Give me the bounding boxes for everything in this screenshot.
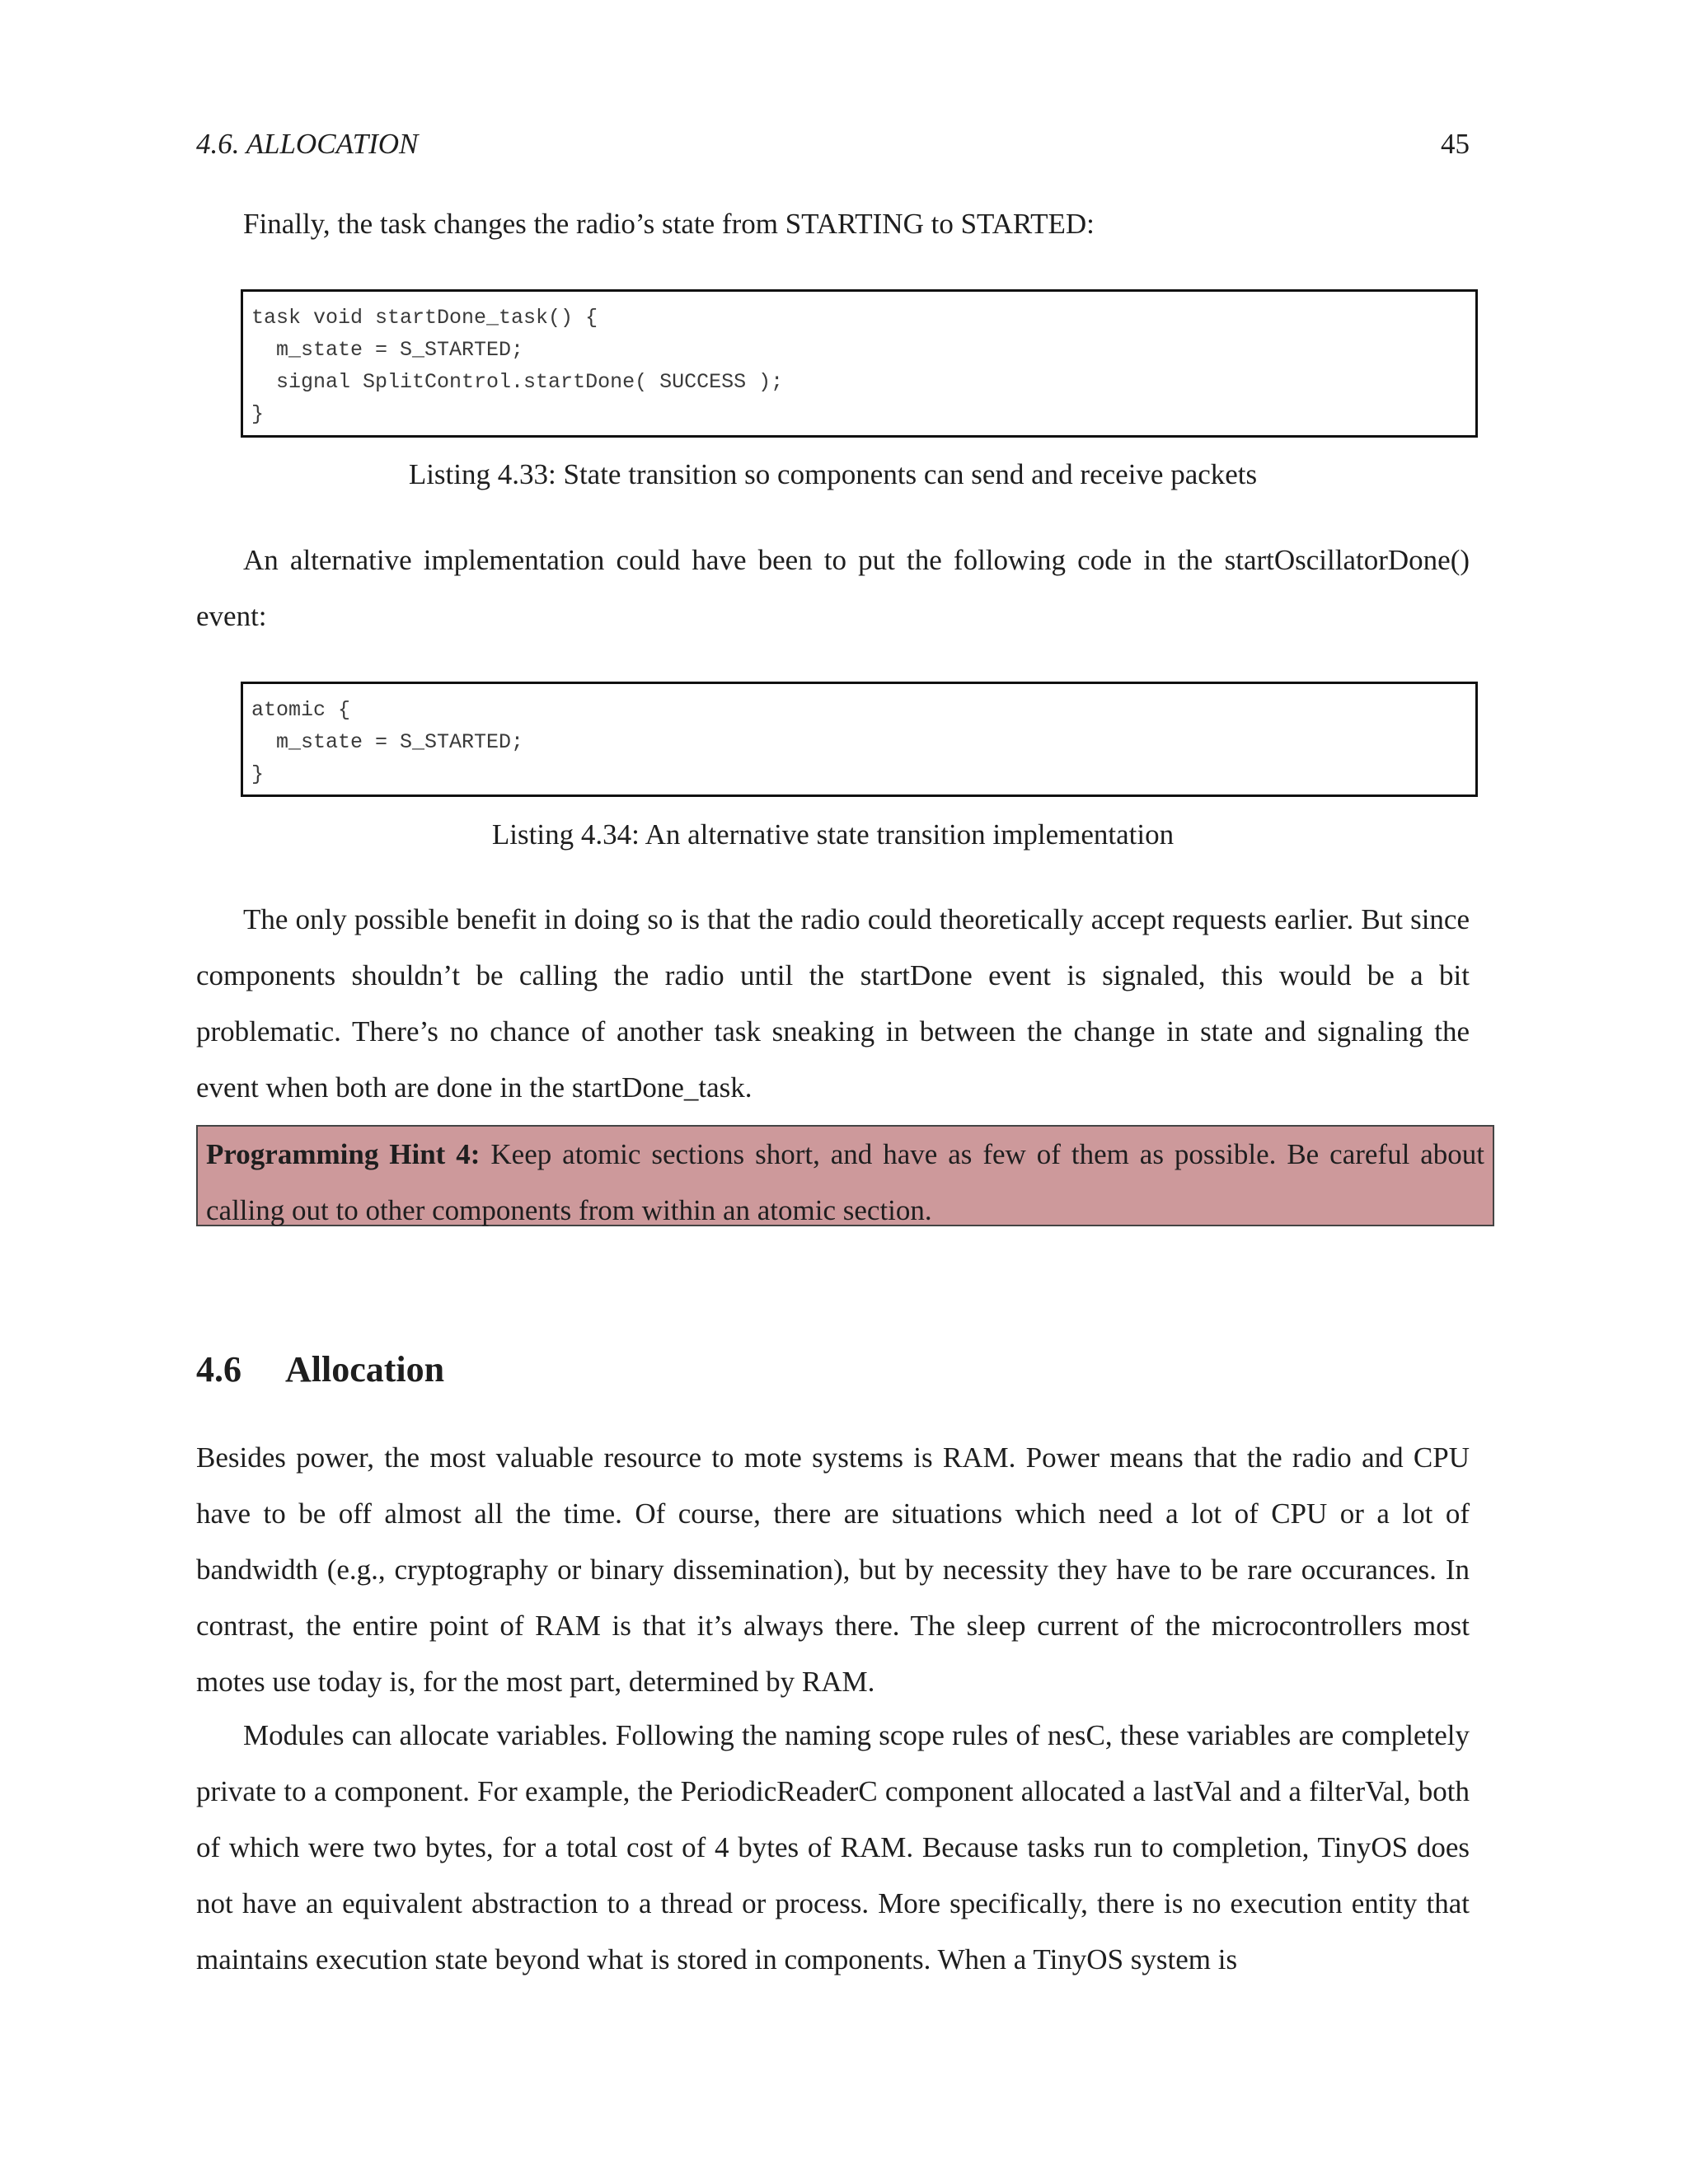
programming-hint-box bbox=[196, 1125, 1494, 1226]
code-listing-4-34 bbox=[241, 682, 1478, 797]
allocation-paragraph-2: Modules can allocate variables. Following the naming scope rules of nesC, these variables are completely private to a component. For example, the PeriodicReaderC component allocated a lastVal and a filterVal, both of which were two bytes, for a total cost of 4 bytes of RAM. Because tasks run to completion, TinyOS does not have an equivalent abstraction to a thread or process. More specifically, there is no execution entity that maintains execution state beyond what is stored in components. When a TinyOS system is bbox=[196, 1719, 1470, 1975]
section-number: 4.6 bbox=[196, 1349, 241, 1390]
running-header bbox=[196, 124, 1470, 165]
code-listing-4-33 bbox=[241, 289, 1478, 438]
section-title: Allocation bbox=[285, 1349, 445, 1390]
alternative-paragraph: An alternative implementation could have been to put the following code in the startOscillatorDone() event: bbox=[196, 544, 1470, 632]
allocation-paragraph-1: Besides power, the most valuable resource to mote systems is RAM. Power means that the radio and CPU have to be off almost all the time. Of course, there are situations which need a lot of CPU or a lot of bandwidth (e.g., cryptography or binary dissemination), but by necessity they have to be rare occurances. In contrast, the entire point of RAM is that it’s always there. The sleep current of the microcontrollers most motes use today is, for the most part, determined by RAM. bbox=[196, 1441, 1470, 1698]
header-section-reference: 4.6. ALLOCATION bbox=[196, 128, 419, 160]
page-number: 45 bbox=[1441, 128, 1470, 160]
code-line: m_state = S_STARTED; bbox=[251, 338, 524, 362]
code-line: } bbox=[251, 762, 265, 786]
hint-label: Programming Hint 4: bbox=[206, 1138, 481, 1170]
code-line: m_state = S_STARTED; bbox=[251, 730, 524, 754]
code-line: task void startDone_task() { bbox=[251, 306, 598, 330]
code-line: signal SplitControl.startDone( SUCCESS ); bbox=[251, 370, 784, 394]
section-heading bbox=[196, 1345, 444, 1394]
listing-caption-4-34: Listing 4.34: An alternative state transition implementation bbox=[491, 818, 1175, 851]
hint-text: Keep atomic sections short, and have as few of them as possible. Be careful about calling out to other components from within an atomic section. bbox=[206, 1138, 1484, 1226]
code-line: } bbox=[251, 402, 265, 426]
listing-caption-4-33: Listing 4.33: State transition so components can send and receive packets bbox=[408, 458, 1258, 490]
benefit-paragraph: The only possible benefit in doing so is that the radio could theoretically accept requests earlier. But since components shouldn’t be calling the radio until the startDone event is signaled, this would be a bit problematic. There’s no chance of another task sneaking in between the change in state and signaling the event when both are done in the startDone_task. bbox=[196, 903, 1470, 1104]
code-line: atomic { bbox=[251, 698, 351, 722]
intro-paragraph: Finally, the task changes the radio’s state from STARTING to STARTED: bbox=[243, 208, 1095, 240]
